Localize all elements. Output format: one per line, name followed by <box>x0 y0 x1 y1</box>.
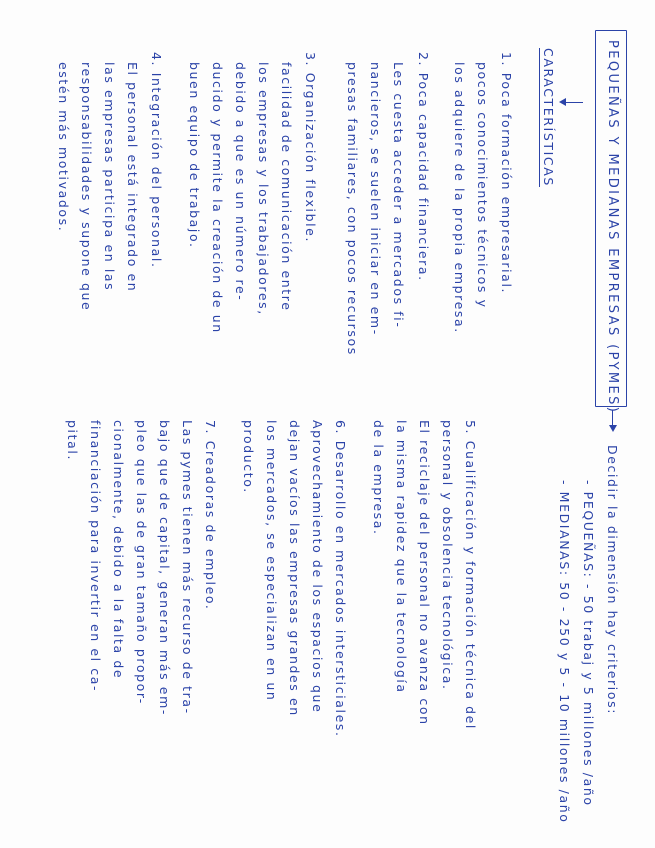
item-5-line: personal y obsolencia tecnológica. <box>440 420 455 691</box>
item-6-line: producto. <box>241 420 256 494</box>
item-7-title: 7. Creadoras de empleo. <box>203 420 218 611</box>
item-6-line: los mercados, se especializan en un <box>264 420 279 702</box>
item-6-title: 6. Desarrollo en mercados intersticiales. <box>333 420 348 738</box>
item-7-line: cionalmente, debido a la falta de <box>111 420 126 680</box>
item-3-line: ducido y permite la creación de un <box>210 62 225 334</box>
item-5-line: la misma rapidez que la tecnología <box>394 420 409 694</box>
item-2-line: Les cuesta acceder a mercados fi- <box>391 62 406 329</box>
item-3-line: buen equipo de trabajo. <box>187 62 202 249</box>
item-3-title: 3. Organización flexible. <box>303 52 318 244</box>
item-3-line: los empresas y los trabajadores, <box>256 62 271 316</box>
item-7-line: pital. <box>65 420 80 462</box>
item-1-line: los adquiere de la propia empresa. <box>452 62 467 334</box>
item-4-title: 4. Integración del personal. <box>149 52 164 269</box>
page-title: PEQUEÑAS Y MEDIANAS EMPRESAS (PYMES) <box>605 40 620 415</box>
item-4-line: El personal está integrado en <box>125 62 140 293</box>
item-7-line: pleo que las de gran tamaño propor- <box>134 420 149 705</box>
item-5-line: de la empresa. <box>371 420 386 536</box>
item-1-line: pocos conocimientos técnicos y <box>475 62 490 309</box>
criteria-medium: - MEDIANAS: 50 - 250 y 5 - 10 millones /año <box>557 480 572 824</box>
item-2-title: 2. Poca capacidad financiera. <box>416 52 431 282</box>
item-7-line: bajo que de capital, generan más em- <box>157 420 172 716</box>
criteria-small: - PEQUEÑAS: - 50 trabaj y 5 millones /año <box>581 480 596 807</box>
item-4-line: responsabilidades y supone que <box>79 62 94 312</box>
item-3-line: debido a que es un número re- <box>233 62 248 302</box>
item-4-line: estén más motivados. <box>56 62 71 233</box>
item-4-line: las empresas participa en las <box>102 62 117 292</box>
item-6-line: dejan vacíos las empresas grandes en <box>287 420 302 717</box>
item-7-line: financiación para invertir en el ca- <box>88 420 103 693</box>
item-7-line: Las pymes tienen más recurso de tra- <box>180 420 195 715</box>
item-2-line: nancieros, se suelen iniciar en em- <box>368 62 383 336</box>
item-1-title: 1. Poca formación empresarial. <box>499 52 514 295</box>
criteria-intro: Decidir la dimensión hay criterios: <box>605 445 620 716</box>
section-heading: CARACTERÍSTICAS <box>541 48 556 187</box>
arrow-right-icon <box>612 410 613 430</box>
item-2-line: presas familiares, con pocos recursos <box>345 62 360 356</box>
item-6-line: Aprovechamiento de los espacios que <box>310 420 325 714</box>
arrow-down-icon <box>561 102 583 103</box>
item-5-title: 5. Cualificación y formación técnica del <box>463 420 478 730</box>
item-3-line: facilidad de comunicación entre <box>279 62 294 312</box>
item-5-line: El reciclaje del personal no avanza con <box>417 420 432 726</box>
